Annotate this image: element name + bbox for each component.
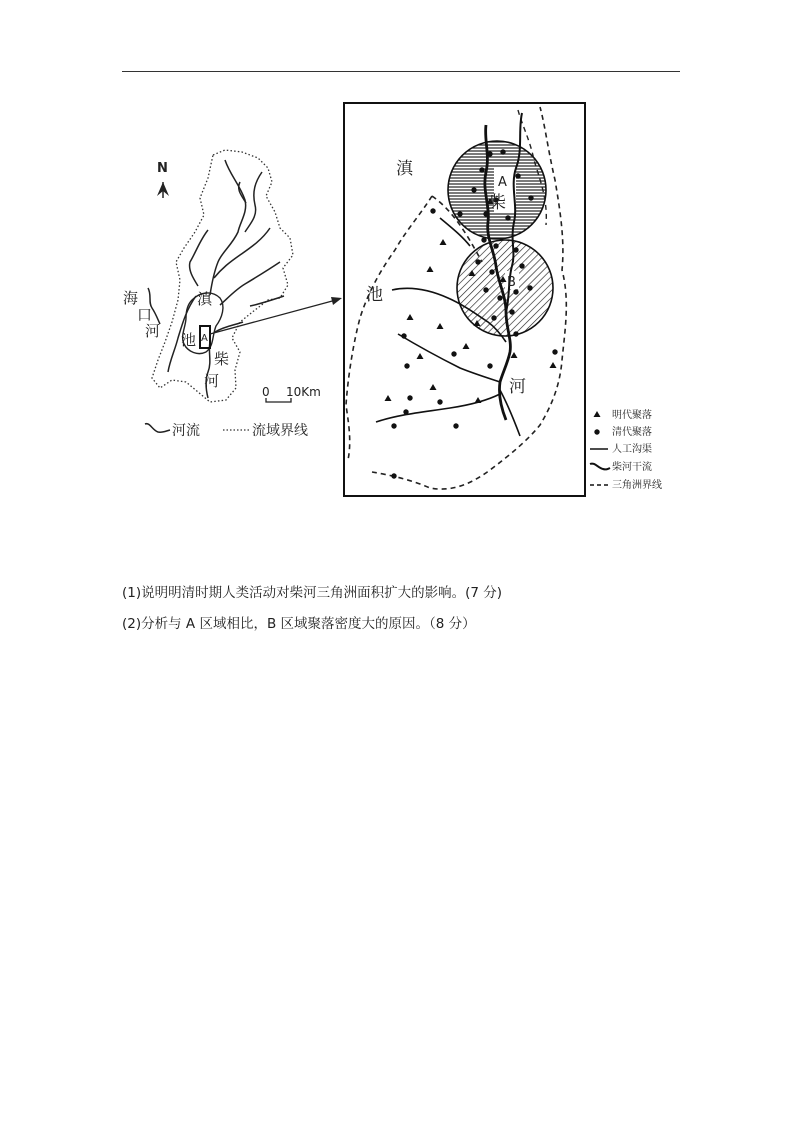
north-arrow-icon bbox=[157, 182, 169, 198]
qing-settlement bbox=[497, 295, 502, 300]
overview-legend bbox=[145, 422, 308, 439]
qing-settlement bbox=[451, 351, 456, 356]
zone-a bbox=[448, 141, 546, 239]
zone-b-label: B bbox=[507, 275, 516, 290]
detail-map bbox=[344, 103, 662, 496]
label-hai: 海 bbox=[123, 289, 139, 307]
north-label: N bbox=[157, 161, 168, 176]
qing-settlement bbox=[505, 215, 510, 220]
label-chai: 柴 bbox=[214, 350, 230, 368]
overview-map bbox=[123, 150, 342, 439]
detail-legend bbox=[590, 408, 662, 491]
qing-settlement bbox=[500, 149, 505, 154]
qing-settlement bbox=[471, 187, 476, 192]
qing-settlement bbox=[457, 211, 462, 216]
label-kou: 口 bbox=[137, 306, 153, 324]
legend-delta: 三角洲界线 bbox=[612, 480, 662, 491]
legend-canal: 人工沟渠 bbox=[612, 444, 652, 455]
legend-ming: 明代聚落 bbox=[612, 410, 652, 421]
qing-settlement bbox=[481, 237, 486, 242]
zone-b bbox=[457, 240, 553, 336]
qing-settlement bbox=[513, 331, 518, 336]
qing-settlement bbox=[491, 315, 496, 320]
qing-settlement bbox=[487, 151, 492, 156]
river-legend-icon bbox=[145, 424, 170, 433]
legend-river: 河流 bbox=[172, 423, 200, 439]
qing-settlement bbox=[475, 259, 480, 264]
qing-settlement bbox=[453, 423, 458, 428]
qing-settlement bbox=[513, 247, 518, 252]
qing-settlement bbox=[515, 173, 520, 178]
river-legend-icon bbox=[590, 464, 610, 470]
label-he-left: 河 bbox=[145, 322, 161, 340]
triangle-legend-icon bbox=[594, 411, 601, 417]
qing-settlement bbox=[513, 289, 518, 294]
label-dian: 滇 bbox=[197, 290, 213, 308]
qing-settlement bbox=[479, 167, 484, 172]
qing-settlement bbox=[527, 285, 532, 290]
legend-river-main: 柴河干流 bbox=[612, 462, 652, 473]
qing-settlement bbox=[430, 208, 435, 213]
qing-settlement bbox=[528, 195, 533, 200]
qing-settlement bbox=[401, 333, 406, 338]
qing-settlement bbox=[519, 263, 524, 268]
location-marker-label: A bbox=[201, 333, 208, 344]
qing-settlement bbox=[391, 473, 396, 478]
question-1: (1)说明明清时期人类活动对柴河三角洲面积扩大的影响。(7 分) bbox=[122, 585, 503, 601]
qing-settlement bbox=[493, 243, 498, 248]
detail-label-he: 河 bbox=[509, 377, 526, 397]
legend-qing: 清代聚落 bbox=[612, 427, 652, 438]
scale-distance: 10Km bbox=[286, 385, 321, 399]
legend-basin-boundary: 流域界线 bbox=[252, 423, 308, 439]
scale-bar bbox=[262, 385, 321, 402]
qing-settlement bbox=[489, 269, 494, 274]
qing-settlement bbox=[407, 395, 412, 400]
pointer-arrow bbox=[210, 297, 342, 334]
question-2: (2)分析与 A 区域相比，B 区域聚落密度大的原因。（8 分） bbox=[122, 616, 476, 632]
qing-settlement bbox=[404, 363, 409, 368]
qing-settlement bbox=[552, 349, 557, 354]
qing-settlement bbox=[487, 363, 492, 368]
detail-label-chi: 池 bbox=[366, 285, 383, 305]
dot-legend-icon bbox=[594, 429, 599, 434]
label-he-right: 河 bbox=[204, 372, 220, 390]
qing-settlement bbox=[403, 409, 408, 414]
qing-settlement bbox=[391, 423, 396, 428]
zone-a-label: A bbox=[498, 175, 507, 190]
qing-settlement bbox=[483, 287, 488, 292]
detail-label-dian: 滇 bbox=[396, 159, 413, 179]
qing-settlement bbox=[483, 211, 488, 216]
scale-zero: 0 bbox=[262, 385, 270, 399]
detail-label-chai: 柴 bbox=[489, 193, 506, 213]
qing-settlement bbox=[509, 309, 514, 314]
label-chi: 池 bbox=[181, 331, 197, 349]
qing-settlement bbox=[437, 399, 442, 404]
